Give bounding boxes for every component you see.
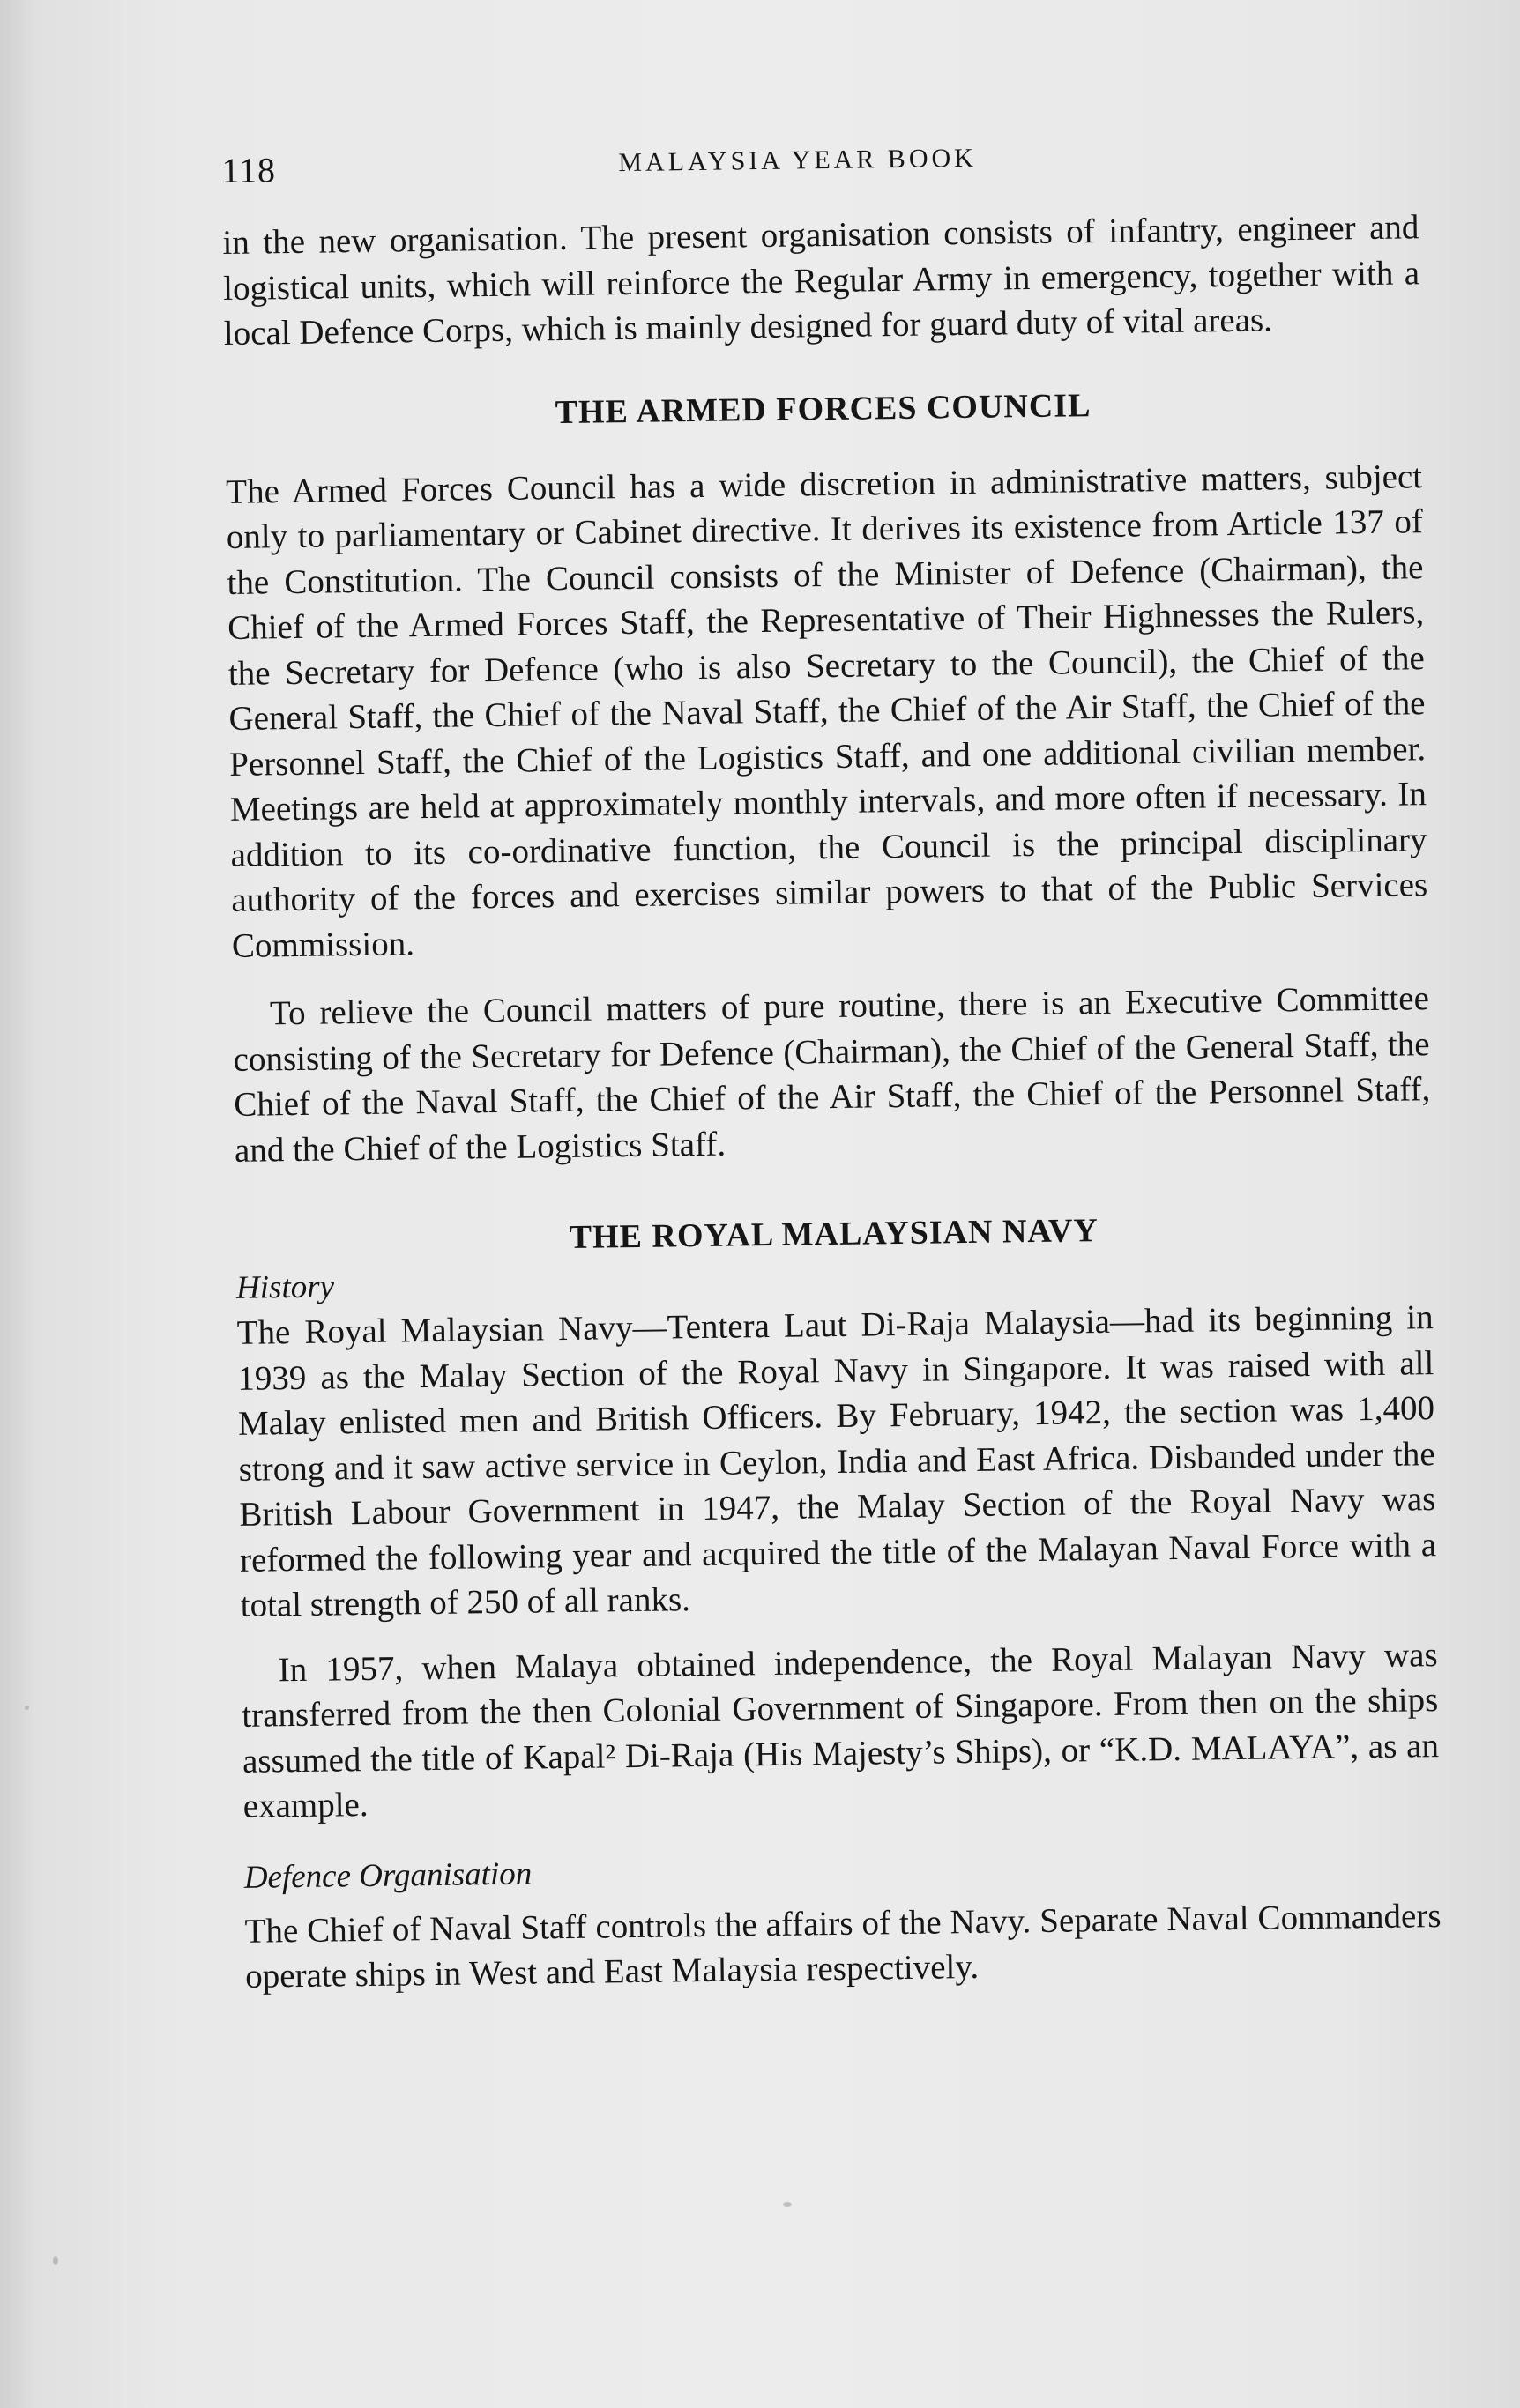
navy-independence-paragraph: In 1957, when Malaya obtained independence, the Royal Malayan Navy was transferred from the then Colonial Government of Singapore. From then on the ships assumed the title of Kapal² Di-Raja (His Majesty’s Ships), or “K.D. MALAYA”, as an example. — [242, 1635, 1440, 1825]
armed-forces-council-paragraph: The Armed Forces Council has a wide discretion in administrative matters, subject only to parliamentary or Cabinet directive. It derives its existence from Article 137 of the Constitution. The Council consists of the Minister of Defence (Chairman), the Chief of the Armed Forces Staff, the Representative of Their Highnesses the Rulers, the Secretary for Defence (who is also Secretary to the Council), the Chief of the General Staff, the Chief of the Naval Staff, the Chief of the Air Staff, the Chief of the Personnel Staff, the Chief of the Logistics Staff, and one additional civilian member. Meetings are held at approximately monthly intervals, and more often if necessary. In addition to its co-ordinative function, the Council is the principal disciplinary authority of the forces and exercises similar powers to that of the Public Services Commission. — [225, 457, 1428, 965]
history-subheading: History — [235, 1268, 335, 1306]
running-head — [221, 125, 1419, 203]
defence-organisation-paragraph: The Chief of Naval Staff controls the affairs of the Navy. Separate Naval Commanders operate ships in West and East Malaysia respectively. — [244, 1896, 1442, 1996]
ink-speck — [25, 1706, 29, 1710]
running-title: MALAYSIA YEAR BOOK — [618, 143, 978, 178]
navy-history-paragraph: The Royal Malaysian Navy—Tentera Laut Di-Raja Malaysia—had its beginning in 1939 as the Malay Section of the Royal Navy in Singapore. It was raised with all Malay enlisted men and British Officers. By February, 1942, the section was 1,400 strong and it saw active service in Ceylon, India and East Africa. Disbanded under the British Labour Government in 1947, the Malay Section of the Royal Navy was reformed the following year and acquired the title of the Malayan Naval Force with a total strength of 250 of all ranks. — [236, 1298, 1437, 1624]
text-column — [221, 125, 1442, 1999]
royal-malaysian-navy-heading: THE ROYAL MALAYSIAN NAVY — [569, 1212, 1099, 1256]
executive-committee-paragraph: To relieve the Council matters of pure routine, there is an Executive Committee consisting of the Secretary for Defence (Chairman), the Chief of the General Staff, the Chief of the Naval Staff, the Chief of the Air Staff, the Chief of the Personnel Staff, and the Chief of the Logistics Staff. — [233, 979, 1431, 1170]
defence-organisation-subheading: Defence Organisation — [243, 1855, 533, 1896]
ink-speck — [53, 2256, 58, 2265]
armed-forces-council-heading: THE ARMED FORCES COUNCIL — [555, 386, 1092, 431]
ink-speck — [783, 2202, 792, 2207]
page-gutter-shadow — [0, 0, 35, 2408]
page-number: 118 — [221, 150, 277, 190]
intro-paragraph: in the new organisation. The present organisation consists of infantry, engineer and logistical units, which will reinforce the Regular Army in emergency, together with a local Defence Corps, which is mainly designed for guard duty of vital areas. — [222, 208, 1420, 353]
